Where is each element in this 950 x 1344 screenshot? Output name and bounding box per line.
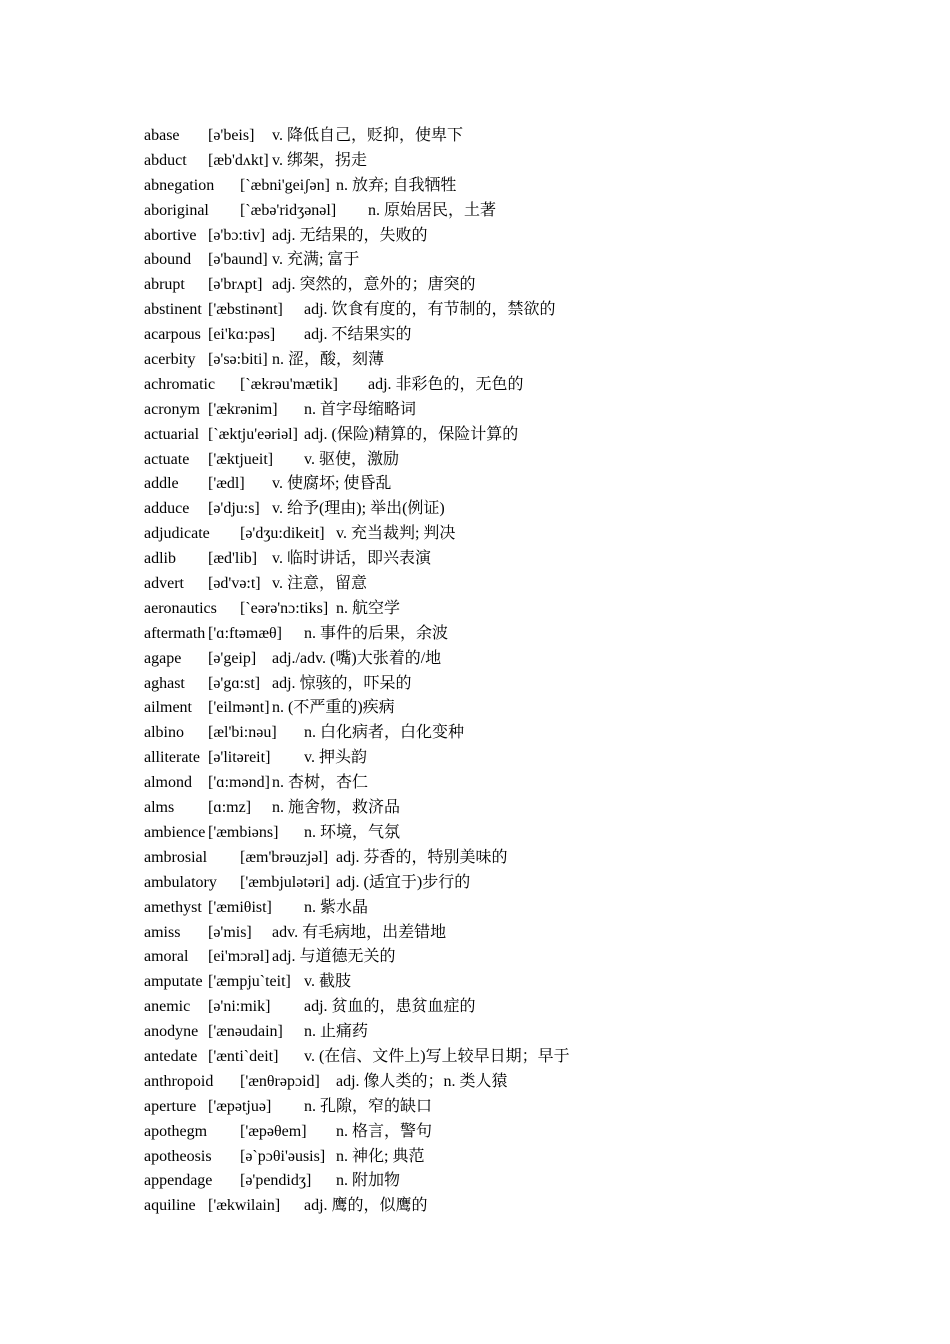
vocab-entry: aperture ['æpətjuə] n. 孔隙，窄的缺口 xyxy=(144,1097,433,1115)
vocab-entry: abrupt [ə'brʌpt] adj. 突然的，意外的；唐突的 xyxy=(144,276,476,294)
vocab-entry: anodyne ['ænəudain] n. 止痛药 xyxy=(144,1023,369,1041)
vocab-entry: alms [ɑ:mz] n. 施舍物，救济品 xyxy=(144,799,401,817)
vocab-entry: amoral [ei'mɔrəl] adj. 与道德无关的 xyxy=(144,948,396,966)
vocab-entry: amethyst ['æmiθist] n. 紫水晶 xyxy=(144,898,369,916)
vocab-entry: albino [æl'bi:nəu] n. 白化病者，白化变种 xyxy=(144,724,465,742)
vocab-entry: aghast [ə'gɑ:st] adj. 惊骇的，吓呆的 xyxy=(144,674,412,692)
vocab-entry: almond ['ɑ:mənd] n. 杏树，杏仁 xyxy=(144,774,369,792)
vocab-entry: acerbity [ə'sə:biti] n. 涩，酸，刻薄 xyxy=(144,351,385,369)
vocab-entry: abase [ə'beis] v. 降低自己，贬抑，使卑下 xyxy=(144,127,463,144)
vocab-entry: anthropoid ['ænθrəpɔid] adj. 像人类的；n. 类人猿 xyxy=(144,1072,508,1090)
vocab-entry: apothegm ['æpəθem] n. 格言，警句 xyxy=(144,1122,433,1140)
vocab-entry: aftermath ['ɑ:ftəmæθ] n. 事件的后果，余波 xyxy=(144,624,449,642)
vocab-entry: amiss [ə'mis] adv. 有毛病地，出差错地 xyxy=(144,923,447,941)
vocab-entry: adlib [æd'lib] v. 临时讲话，即兴表演 xyxy=(144,550,431,568)
vocab-entry: actuarial [`æktju'eəriəl] adj. (保险)精算的，保险计算的 xyxy=(144,425,519,443)
vocab-entry: acronym ['ækrənim] n. 首字母缩略词 xyxy=(144,400,417,418)
vocab-entry: ambrosial [æm'brəuzjəl] adj. 芬香的，特别美味的 xyxy=(144,848,508,866)
vocab-entry: ailment ['eilmənt] n. (不严重的)疾病 xyxy=(144,699,395,717)
vocab-entry: appendage [ə'pendidʒ] n. 附加物 xyxy=(144,1172,401,1190)
vocab-entry: abnegation [`æbni'geiʃən] n. 放弃; 自我牺牲 xyxy=(144,176,457,194)
vocab-entry: actuate ['æktjueit] v. 驱使，激励 xyxy=(144,450,399,468)
vocab-entry: anemic [ə'ni:mik] adj. 贫血的，患贫血症的 xyxy=(144,998,476,1016)
vocab-entry: adjudicate [ə'dʒu:dikeit] v. 充当裁判; 判决 xyxy=(144,525,456,543)
vocab-entry: alliterate [ə'litəreit] v. 押头韵 xyxy=(144,749,367,767)
vocab-entry: adduce [ə'dju:s] v. 给予(理由); 举出(例证) xyxy=(144,500,445,518)
vocab-entry: apotheosis [ə`pɔθi'əusis] n. 神化; 典范 xyxy=(144,1147,425,1165)
vocab-entry: acarpous [ei'kɑ:pəs] adj. 不结果实的 xyxy=(144,326,412,344)
vocab-entry: abduct [æb'dʌkt] v. 绑架，拐走 xyxy=(144,151,367,169)
vocab-entry: addle ['ædl] v. 使腐坏; 使昏乱 xyxy=(144,475,392,493)
vocab-entry: agape [ə'geip] adj./adv. (嘴)大张着的/地 xyxy=(144,649,442,667)
vocab-entry: advert [əd'və:t] v. 注意，留意 xyxy=(144,575,367,593)
vocabulary-list xyxy=(144,124,904,1219)
vocab-entry: antedate ['ænti`deit] v. (在信、文件上)写上较早日期；早于 xyxy=(144,1047,570,1065)
vocab-entry: aboriginal [`æbə'ridʒənəl] n. 原始居民，土著 xyxy=(144,201,497,219)
vocab-entry: abstinent ['æbstinənt] adj. 饮食有度的，有节制的，禁欲的 xyxy=(144,301,556,319)
vocab-entry: ambience ['æmbiəns] n. 环境，气氛 xyxy=(144,823,401,841)
vocab-entry: abortive [ə'bɔ:tiv] adj. 无结果的，失败的 xyxy=(144,226,428,244)
vocab-entry: aquiline ['ækwilain] adj. 鹰的，似鹰的 xyxy=(144,1197,428,1215)
vocab-entry: abound [ə'baund] v. 充满; 富于 xyxy=(144,251,360,269)
vocab-entry: ambulatory ['æmbjulətəri] adj. (适宜于)步行的 xyxy=(144,873,471,891)
vocab-entry: aeronautics [`eərə'nɔ:tiks] n. 航空学 xyxy=(144,599,401,617)
vocab-entry: amputate ['æmpju`teit] v. 截肢 xyxy=(144,973,351,991)
vocab-entry: achromatic [`ækrəu'mætik] adj. 非彩色的，无色的 xyxy=(144,375,524,393)
